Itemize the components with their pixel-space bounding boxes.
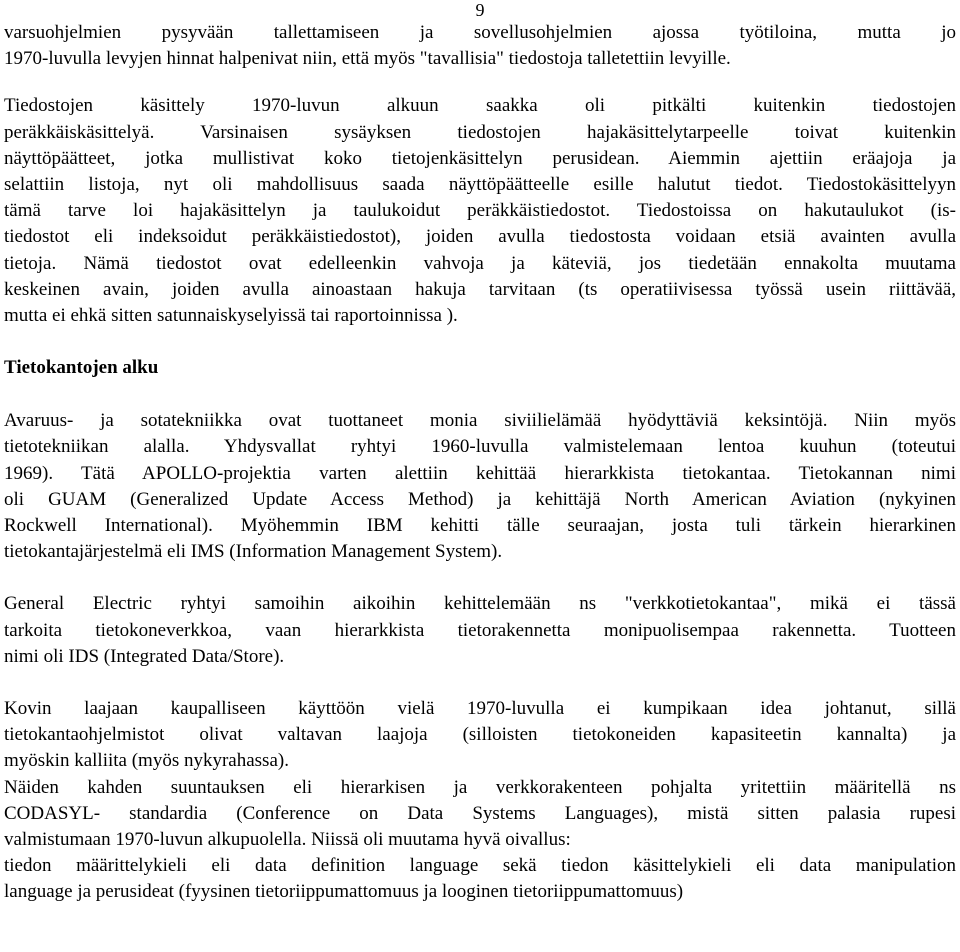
- text-line: tämä tarve loi hajakäsittelyn ja taulukoidut peräkkäistiedostot. Tiedostoissa on hakutaulukot (is-: [4, 200, 956, 222]
- text-line: Rockwell International). Myöhemmin IBM kehitti tälle seuraajan, josta tuli tärkein hierarkinen: [4, 515, 956, 537]
- text-line: Kovin laajaan kaupalliseen käyttöön vielä 1970-luvulla ei kumpikaan idea johtanut, sillä: [4, 698, 956, 720]
- text-line: myöskin kalliita (myös nykyrahassa).: [4, 750, 289, 772]
- text-line: mutta ei ehkä sitten satunnaiskyselyissä tai raportoinnissa ).: [4, 305, 458, 327]
- text-line: Näiden kahden suuntauksen eli hierarkisen ja verkkorakenteen pohjalta yritettiin määritellä ns: [4, 776, 956, 798]
- text-line: peräkkäiskäsittelyä. Varsinaisen sysäyksen tiedostojen hajakäsittelytarpeelle toivat kuitenkin: [4, 121, 956, 143]
- paragraph-2: [4, 93, 956, 329]
- text-line: tietotekniikan alalla. Yhdysvallat ryhtyi 1960-luvulla valmistelemaan lentoa kuuhun (toteutui: [4, 436, 956, 458]
- paragraph-4: [4, 591, 956, 670]
- text-line: 1969). Tätä APOLLO-projektia varten alettiin kehittää hierarkkista tietokantaa. Tietokannan nimi: [4, 462, 956, 484]
- text-line: tiedon määrittelykieli eli data definition language sekä tiedon käsittelykieli eli data manipulation: [4, 855, 956, 877]
- text-line: tietokantajärjestelmä eli IMS (Information Management System).: [4, 541, 503, 563]
- text-line: keskeinen avain, joiden avulla ainoastaan hakuja tarvitaan (ts operatiivisessa työssä usein riittävää,: [4, 278, 956, 300]
- text-line: selattiin listoja, nyt oli mahdollisuus saada näyttöpäätteelle esille halutut tiedot. Tiedostokäsittelyyn: [4, 174, 956, 196]
- paragraph-3: [4, 408, 956, 565]
- page-number: 9: [475, 0, 485, 20]
- text-line: Tiedostojen käsittely 1970-luvun alkuun saakka oli pitkälti kuitenkin tiedostojen: [4, 95, 956, 117]
- text-line: Avaruus- ja sotatekniikka ovat tuottaneet monia siviilielämää hyödyttäviä keksintöjä. Niin myös: [4, 410, 956, 432]
- paragraph-6: [4, 775, 956, 906]
- section-heading: Tietokantojen alku: [4, 357, 159, 379]
- text-line: CODASYL- standardia (Conference on Data Systems Languages), mistä sitten palasia rupesi: [4, 802, 956, 824]
- text-line: tietokantaohjelmistot olivat valtavan laajoja (silloisten tietokoneiden kapasiteetin kannalta) ja: [4, 724, 956, 746]
- text-line: 1970-luvulla levyjen hinnat halpenivat niin, että myös "tavallisia" tiedostoja talletettiin levyille.: [4, 48, 731, 70]
- text-line: varsuohjelmien pysyvään tallettamiseen ja sovellusohjelmien ajossa työtiloina, mutta jo: [4, 22, 956, 43]
- document-body: [4, 20, 956, 906]
- text-line: näyttöpäätteet, jotka mullistivat koko tietojenkäsittelyn perusidean. Aiemmin ajettiin eräajoja ja: [4, 147, 956, 169]
- text-line: tietoja. Nämä tiedostot ovat edelleenkin vahvoja ja käteviä, jos tiedetään ennakolta muutama: [4, 252, 956, 274]
- text-line: oli GUAM (Generalized Update Access Method) ja kehittäjä North American Aviation (nykyinen: [4, 488, 956, 510]
- text-line: General Electric ryhtyi samoihin aikoihin kehittelemään ns "verkkotietokantaa", mikä ei tässä: [4, 593, 956, 615]
- text-line: tiedostot eli indeksoidut peräkkäistiedostot), joiden avulla tiedostosta voidaan etsiä avainten avulla: [4, 226, 956, 248]
- text-line: valmistumaan 1970-luvun alkupuolella. Niissä oli muutama hyvä oivallus:: [4, 829, 571, 851]
- text-line: tarkoita tietokoneverkkoa, vaan hierarkkista tietorakennetta monipuolisempaa rakennetta. Tuotteen: [4, 619, 956, 641]
- paragraph-5: [4, 696, 956, 775]
- text-line: language ja perusideat (fyysinen tietoriippumattomuus ja looginen tietoriippumattomuus): [4, 881, 684, 903]
- paragraph-1: [4, 20, 956, 72]
- text-line: nimi oli IDS (Integrated Data/Store).: [4, 645, 285, 667]
